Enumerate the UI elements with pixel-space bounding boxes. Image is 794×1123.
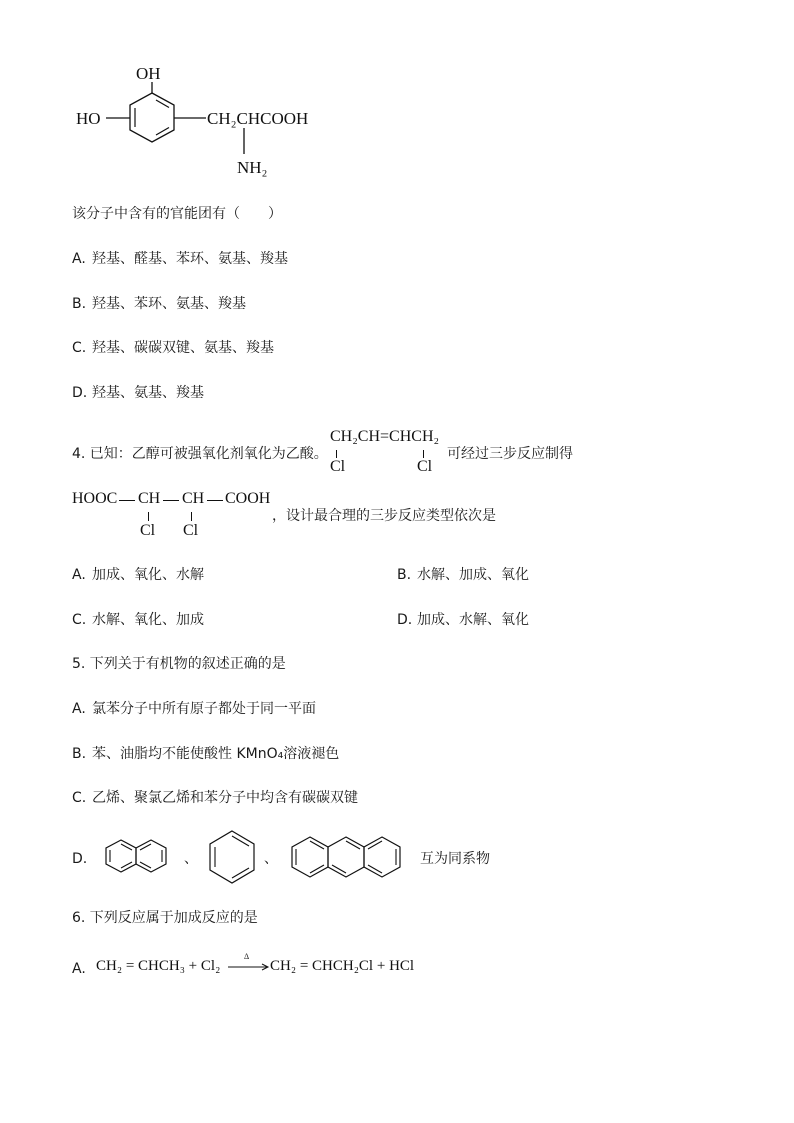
side-chain-label: CH₂CHCOOH xyxy=(207,109,309,128)
reactant-bond-right xyxy=(423,450,424,458)
benzene-ring xyxy=(130,93,174,142)
option-letter: A. xyxy=(72,701,86,717)
q3-stem: 该分子中含有的官能团有（ ） xyxy=(72,206,282,222)
option-text: 羟基、醛基、苯环、氨基、羧基 xyxy=(92,251,288,267)
q5-option-b[interactable] xyxy=(72,745,339,763)
option-letter: D. xyxy=(397,612,413,628)
product-bond-right xyxy=(191,512,192,521)
q4-stem-prefix: 4. 已知：乙醇可被强氧化剂氧化为乙酸。 xyxy=(72,446,328,462)
reaction-arrow-icon xyxy=(228,962,270,972)
option-text: 羟基、碳碳双键、氨基、羧基 xyxy=(92,340,274,356)
ho-left-label: HO xyxy=(76,109,101,128)
q3-option-d[interactable] xyxy=(72,384,204,402)
q5-option-c[interactable] xyxy=(72,789,358,807)
product-dash-3 xyxy=(207,500,223,501)
q5-stem: 5. 下列关于有机物的叙述正确的是 xyxy=(72,656,286,672)
product-dash-2 xyxy=(163,500,179,501)
option-letter: D. xyxy=(72,385,88,401)
option-letter: D. xyxy=(72,851,88,867)
q4-option-a[interactable] xyxy=(72,566,204,584)
option-letter: B. xyxy=(72,296,87,312)
q4-stem-suffix: ，设计最合理的三步反应类型依次是 xyxy=(272,508,496,524)
reactant-top: CH₂CH=CHCH₂ xyxy=(330,428,440,445)
product-cooh: COOH xyxy=(225,490,271,507)
option-text: 加成、氧化、水解 xyxy=(92,567,204,583)
option-letter: C. xyxy=(72,790,87,806)
option-letter: B. xyxy=(397,567,412,583)
d-suffix: 互为同系物 xyxy=(420,851,490,867)
dopa-structure-diagram xyxy=(70,58,340,188)
option-letter: A. xyxy=(72,251,86,267)
equation-left: CH₂ = CHCH₃ + Cl₂ xyxy=(96,958,221,974)
anthracene-structure xyxy=(288,832,412,882)
product-bond-left xyxy=(148,512,149,521)
reactant-cl-left: Cl xyxy=(330,458,346,475)
q4-product-formula xyxy=(72,490,282,542)
product-ch-1: CH xyxy=(138,490,161,507)
equation-right: CH₂ = CHCH₂Cl + HCl xyxy=(270,958,415,974)
q5-option-a[interactable] xyxy=(72,700,316,718)
option-letter: C. xyxy=(72,340,87,356)
q3-option-b[interactable] xyxy=(72,295,246,313)
q3-option-a[interactable] xyxy=(72,250,288,268)
option-letter: A. xyxy=(72,567,86,583)
q5-option-d[interactable] xyxy=(72,826,502,888)
q4-stem-middle: 可经过三步反应制得 xyxy=(447,446,573,462)
option-text: 苯、油脂均不能使酸性 KMnO₄溶液褪色 xyxy=(92,746,340,762)
d-separator-2: 、 xyxy=(264,851,278,867)
q3-structure xyxy=(70,58,340,188)
option-text: 乙烯、聚氯乙烯和苯分子中均含有碳碳双键 xyxy=(92,790,358,806)
option-text: 羟基、苯环、氨基、羧基 xyxy=(92,296,246,312)
benzene-structure xyxy=(206,828,258,886)
naphthalene-structure xyxy=(100,836,175,876)
q6-stem: 6. 下列反应属于加成反应的是 xyxy=(72,910,258,926)
oh-top-label: OH xyxy=(136,64,161,83)
option-text: 水解、加成、氧化 xyxy=(417,567,529,583)
option-text: 加成、水解、氧化 xyxy=(417,612,529,628)
option-letter: A. xyxy=(72,961,86,977)
q4-option-c[interactable] xyxy=(72,611,204,629)
option-text: 羟基、氨基、羧基 xyxy=(92,385,204,401)
q3-option-c[interactable] xyxy=(72,339,274,357)
product-hooc: HOOC xyxy=(72,490,118,507)
option-text: 水解、氧化、加成 xyxy=(92,612,204,628)
nh2-label: NH₂ xyxy=(237,158,268,177)
q4-option-d[interactable] xyxy=(397,611,529,629)
option-letter: C. xyxy=(72,612,87,628)
product-dash-1 xyxy=(119,500,135,501)
d-separator-1: 、 xyxy=(184,851,198,867)
reactant-cl-right: Cl xyxy=(417,458,433,475)
reactant-bond-left xyxy=(336,450,337,458)
product-cl-right: Cl xyxy=(183,522,199,539)
option-text: 氯苯分子中所有原子都处于同一平面 xyxy=(92,701,316,717)
q4-reactant-formula xyxy=(328,428,453,478)
reaction-condition: Δ xyxy=(244,952,250,961)
q4-option-b[interactable] xyxy=(397,566,529,584)
option-letter: B. xyxy=(72,746,87,762)
product-ch-2: CH xyxy=(182,490,205,507)
product-cl-left: Cl xyxy=(140,522,156,539)
q6-option-a[interactable] xyxy=(72,950,472,980)
